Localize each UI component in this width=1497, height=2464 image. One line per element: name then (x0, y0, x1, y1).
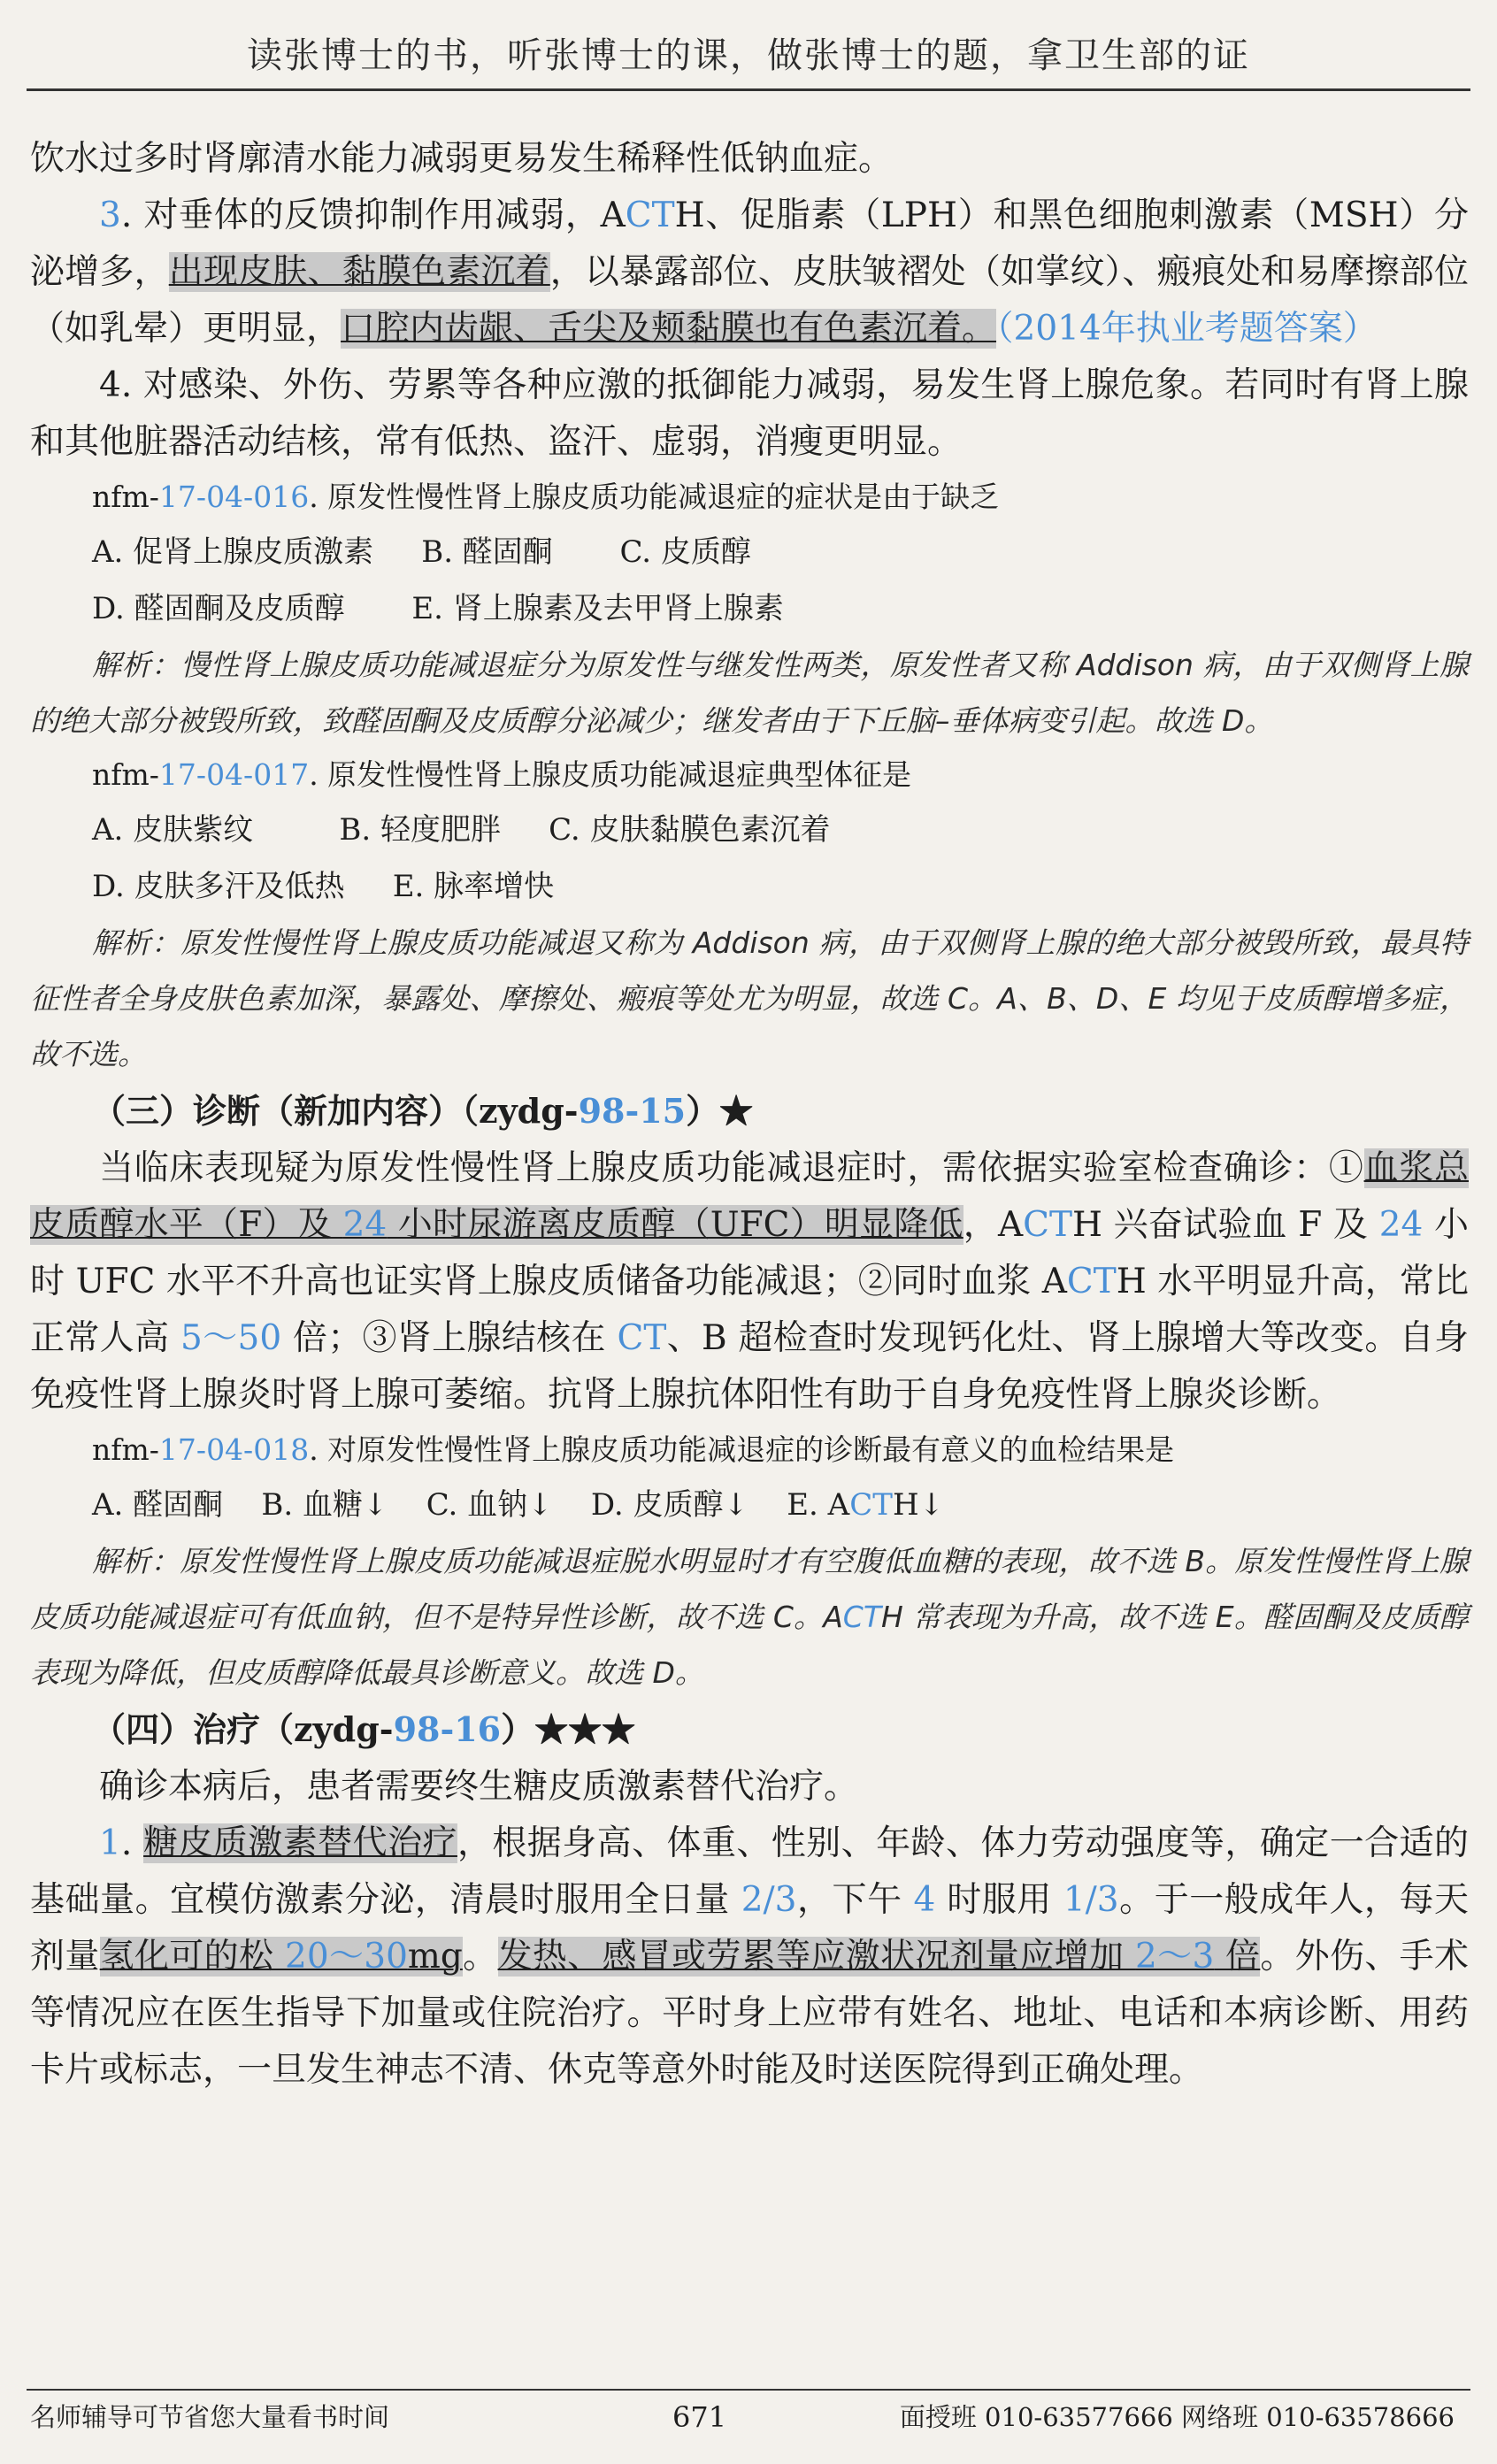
highlight-oral-pigmentation: 口腔内齿龈、舌尖及颊黏膜也有色素沉着。 (341, 309, 997, 349)
question-018: nfm-17-04-018. 对原发性慢性肾上腺皮质功能减退症的诊断最有意义的血检结果是 (92, 1432, 1175, 1467)
question-017-options-2: D. 皮肤多汗及低热 E. 脉率增快 (92, 869, 555, 904)
paragraph-stress: 4. 对感染、外伤、劳累等各种应激的抵御能力减弱，易发生肾上腺危象。若同时有肾上腺和其他脏器活动结核，常有低热、盗汗、虚弱，消瘦更明显。 (30, 365, 1469, 462)
section-diagnosis-heading: （三）诊断（新加内容）（zydg-98-15）★ (92, 1091, 754, 1131)
question-017: nfm-17-04-017. 原发性慢性肾上腺皮质功能减退症典型体征是 (92, 757, 912, 792)
page-content (30, 131, 1469, 2099)
paragraph-treatment-intro: 确诊本病后，患者需要终生糖皮质激素替代治疗。 (99, 1767, 859, 1807)
question-016: nfm-17-04-016. 原发性慢性肾上腺皮质功能减退症的症状是由于缺乏 (92, 480, 1000, 514)
running-header: 读张博士的书，听张博士的课，做张博士的题，拿卫生部的证 (247, 35, 1250, 76)
paragraph-replacement-therapy: 1. 糖皮质激素替代治疗，根据身高、体重、性别、年龄、体力劳动强度等，确定一合适的基础量。宜模仿激素分泌，清晨时服用全日量 2/3，下午 4 时服用 1/3。于一般成年人，每天剂量氢化可的松 20～30mg。发热、感冒或劳累等应激状况剂量应增加 2～3 倍。外伤、手术等情况应在医生指导下加量或住院治疗。平时身上应带有姓名、地址、电话和本病诊断、用药卡片或标志，一旦发生神志不清、休克等意外时能及时送医院得到正确处理。 (30, 1823, 1469, 2090)
footer-divider (27, 2389, 1470, 2391)
paragraph-hyponatremia: 饮水过多时肾廓清水能力减弱更易发生稀释性低钠血症。 (30, 139, 894, 179)
question-018-analysis: 解析：原发性慢性肾上腺皮质功能减退症脱水明显时才有空腹低血糖的表现，故不选 B。原发性慢性肾上腺皮质功能减退症可有低血钠，但不是特异性诊断，故不选 C。ACTH 常表现为升高，故不选 E。醛固酮及皮质醇表现为降低，但皮质醇降低最具诊断意义。故选 D。 (30, 1544, 1469, 1690)
highlight-hydrocortisone-dose: 氢化可的松 20～30mg (99, 1937, 463, 1977)
section-treatment-heading: （四）治疗（zydg-98-16）★★★ (92, 1709, 636, 1749)
highlight-skin-pigmentation: 出现皮肤、黏膜色素沉着 (168, 252, 550, 292)
question-017-analysis: 解析：原发性慢性肾上腺皮质功能减退又称为 Addison 病，由于双侧肾上腺的绝大部分被毁所致，最具特征性者全身皮肤色素加深，暴露处、摩擦处、瘢痕等处尤为明显，故选 C。A、B、D、E 均见于皮质醇增多症，故不选。 (30, 925, 1469, 1071)
question-016-options-2: D. 醛固酮及皮质醇 E. 肾上腺素及去甲肾上腺素 (92, 591, 784, 626)
footer-slogan: 名师辅导可节省您大量看书时间 (30, 2402, 390, 2432)
footer-contact: 面授班 010-63577666 网络班 010-63578666 (899, 2402, 1455, 2432)
header-divider (27, 88, 1470, 91)
paragraph-pigmentation: 3. 对垂体的反馈抑制作用减弱，ACTH、促脂素（LPH）和黑色细胞刺激素（MSH）分泌增多，出现皮肤、黏膜色素沉着，以暴露部位、皮肤皱褶处（如掌纹）、瘢痕处和易摩擦部位（如乳晕）更明显，口腔内齿龈、舌尖及颊黏膜也有色素沉着。（2014年执业考题答案） (30, 196, 1469, 349)
question-016-options-1: A. 促肾上腺皮质激素 B. 醛固酮 C. 皮质醇 (92, 534, 751, 570)
highlight-cortisol-low: 血浆总皮质醇水平（F）及 24 小时尿游离皮质醇（UFC）明显降低 (30, 1148, 1469, 1245)
highlight-stress-dose: 发热、感冒或劳累等应激状况剂量应增加 2～3 倍 (497, 1937, 1261, 1977)
paragraph-diagnosis: 当临床表现疑为原发性慢性肾上腺皮质功能减退症时，需依据实验室检查确诊：①血浆总皮质醇水平（F）及 24 小时尿游离皮质醇（UFC）明显降低，ACTH 兴奋试验血 F 及 24 小时 UFC 水平不升高也证实肾上腺皮质储备功能减退；②同时血浆 ACTH 水平明显升高，常比正常人高 5～50 倍；③肾上腺结核在 CT、B 超检查时发现钙化灶、肾上腺增大等改变。自身免疫性肾上腺炎时肾上腺可萎缩。抗肾上腺抗体阳性有助于自身免疫性肾上腺炎诊断。 (30, 1148, 1469, 1415)
page-number: 671 (672, 2400, 727, 2434)
highlight-replacement: 糖皮质激素替代治疗 (143, 1823, 457, 1863)
question-016-analysis: 解析：慢性肾上腺皮质功能减退症分为原发性与继发性两类，原发性者又称 Addison 病，由于双侧肾上腺的绝大部分被毁所致，致醛固酮及皮质醇分泌减少；继发者由于下丘脑–垂体病变引起。故选 D。 (30, 648, 1469, 738)
question-017-options-1: A. 皮肤紫纹 B. 轻度肥胖 C. 皮肤黏膜色素沉着 (92, 812, 831, 848)
exam-reference: （2014年执业考题答案） (996, 309, 1378, 349)
question-018-options: A. 醛固酮 B. 血糖↓ C. 血钠↓ D. 皮质醇↓ E. ACTH↓ (92, 1487, 945, 1523)
